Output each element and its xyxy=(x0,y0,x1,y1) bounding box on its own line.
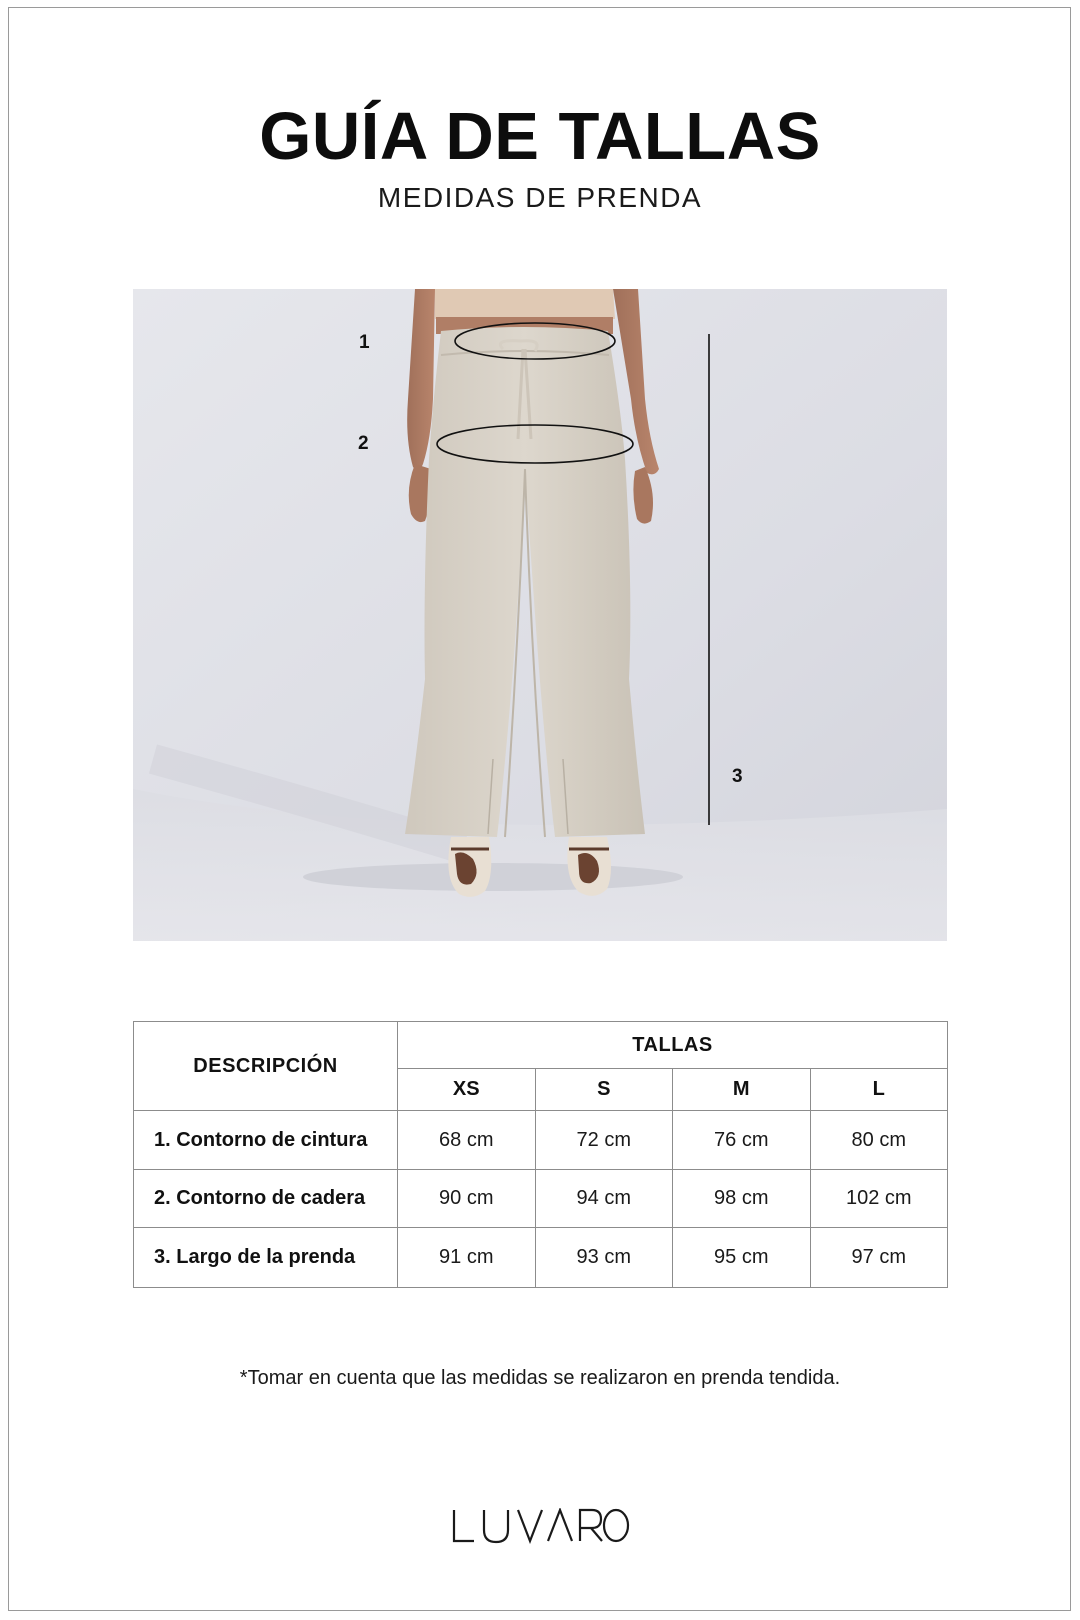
table-header-row xyxy=(134,1022,948,1069)
table-cell: 90 cm xyxy=(398,1170,536,1228)
footnote: *Tomar en cuenta que las medidas se realizaron en prenda tendida. xyxy=(239,1367,841,1389)
table-cell: 95 cm xyxy=(673,1228,811,1288)
marker-3-label: 3 xyxy=(732,766,743,787)
table-cell: 97 cm xyxy=(810,1228,948,1288)
description-header: DESCRIPCIÓN xyxy=(134,1022,398,1111)
row-label-length: 3. Largo de la prenda xyxy=(134,1228,398,1288)
table-cell: 80 cm xyxy=(810,1111,948,1170)
table-cell: 91 cm xyxy=(398,1228,536,1288)
table-cell: 68 cm xyxy=(398,1111,536,1170)
page-subtitle: MEDIDAS DE PRENDA xyxy=(377,182,703,213)
table-cell: 72 cm xyxy=(535,1111,673,1170)
table-cell: 76 cm xyxy=(673,1111,811,1170)
marker-2-label: 2 xyxy=(358,433,369,454)
size-header-s: S xyxy=(535,1069,673,1111)
table-cell: 93 cm xyxy=(535,1228,673,1288)
size-chart-table xyxy=(133,1021,948,1288)
product-photo xyxy=(133,289,947,941)
table-row xyxy=(134,1170,948,1228)
brand-logo-mark xyxy=(450,1508,630,1544)
row-label-waist: 1. Contorno de cintura xyxy=(134,1111,398,1170)
size-header-m: M xyxy=(673,1069,811,1111)
brand-logo xyxy=(0,1508,1080,1549)
page-title: GUÍA DE TALLAS xyxy=(259,99,821,174)
table-cell: 102 cm xyxy=(810,1170,948,1228)
row-label-hip: 2. Contorno de cadera xyxy=(134,1170,398,1228)
table-row xyxy=(134,1111,948,1170)
table-row xyxy=(134,1228,948,1288)
size-header-xs: XS xyxy=(398,1069,536,1111)
table-cell: 94 cm xyxy=(535,1170,673,1228)
product-illustration xyxy=(133,289,947,941)
sizes-header: TALLAS xyxy=(398,1022,948,1069)
size-header-l: L xyxy=(810,1069,948,1111)
marker-1-label: 1 xyxy=(359,332,370,353)
table-cell: 98 cm xyxy=(673,1170,811,1228)
